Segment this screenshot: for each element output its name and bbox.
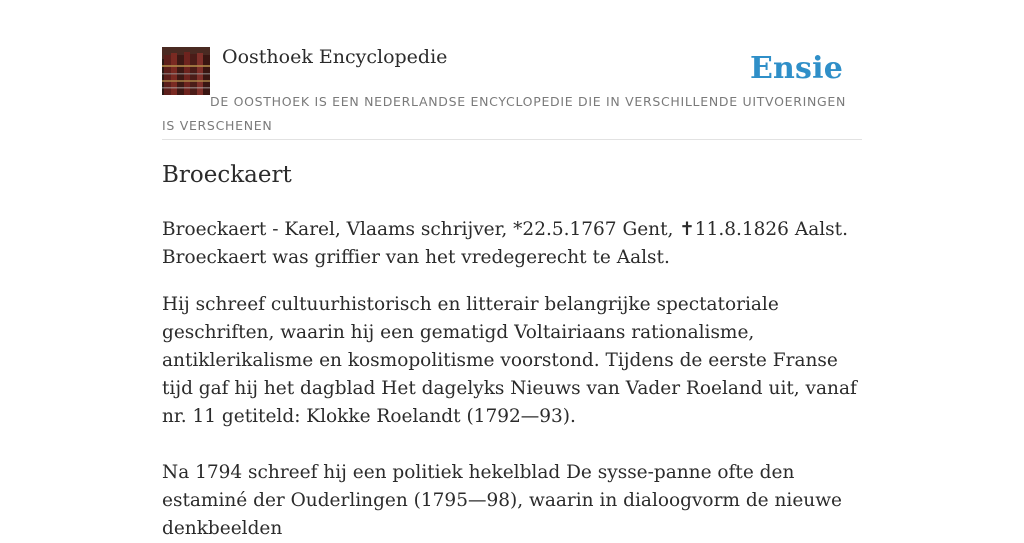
books-thumbnail-graphic (162, 47, 210, 95)
main-content (162, 0, 862, 539)
site-title[interactable]: Oosthoek Encyclopedie (222, 46, 448, 68)
site-header (162, 0, 862, 140)
article-paragraph-1: Broeckaert - Karel, Vlaams schrijver, *22.5.1767 Gent, ✝11.8.1826 Aalst. Broeckaert was griffier van het vredegerecht te Aalst. (162, 219, 848, 268)
site-subtitle: DE OOSTHOEK IS EEN NEDERLANDSE ENCYCLOPEDIE DIE IN VERSCHILLENDE UITVOERINGEN IS VERSCHENEN (162, 94, 847, 133)
article-paragraph-2: Hij schreef cultuurhistorisch en litterair belangrijke spectatoriale geschriften, waarin hij een gematigd Voltairiaans rationalisme, antiklerikalisme en kosmopolitisme voorstond. Tijdens de eerste Franse tijd gaf hij het dagblad Het dagelyks Nieuws van Vader Roeland uit, vanaf nr. 11 getiteld: Klokke Roelandt (1792—93). (162, 294, 857, 427)
ensie-logo[interactable]: Ensie (749, 51, 843, 86)
article-paragraph-3: Na 1794 schreef hij een politiek hekelblad De sysse-panne ofte den estaminé der Ouderlingen (1795—98), waarin in dialoogvorm de nieuwe denkbeelden (162, 462, 842, 539)
article-title: Broeckaert (162, 162, 292, 188)
books-thumbnail-icon[interactable] (162, 47, 210, 95)
